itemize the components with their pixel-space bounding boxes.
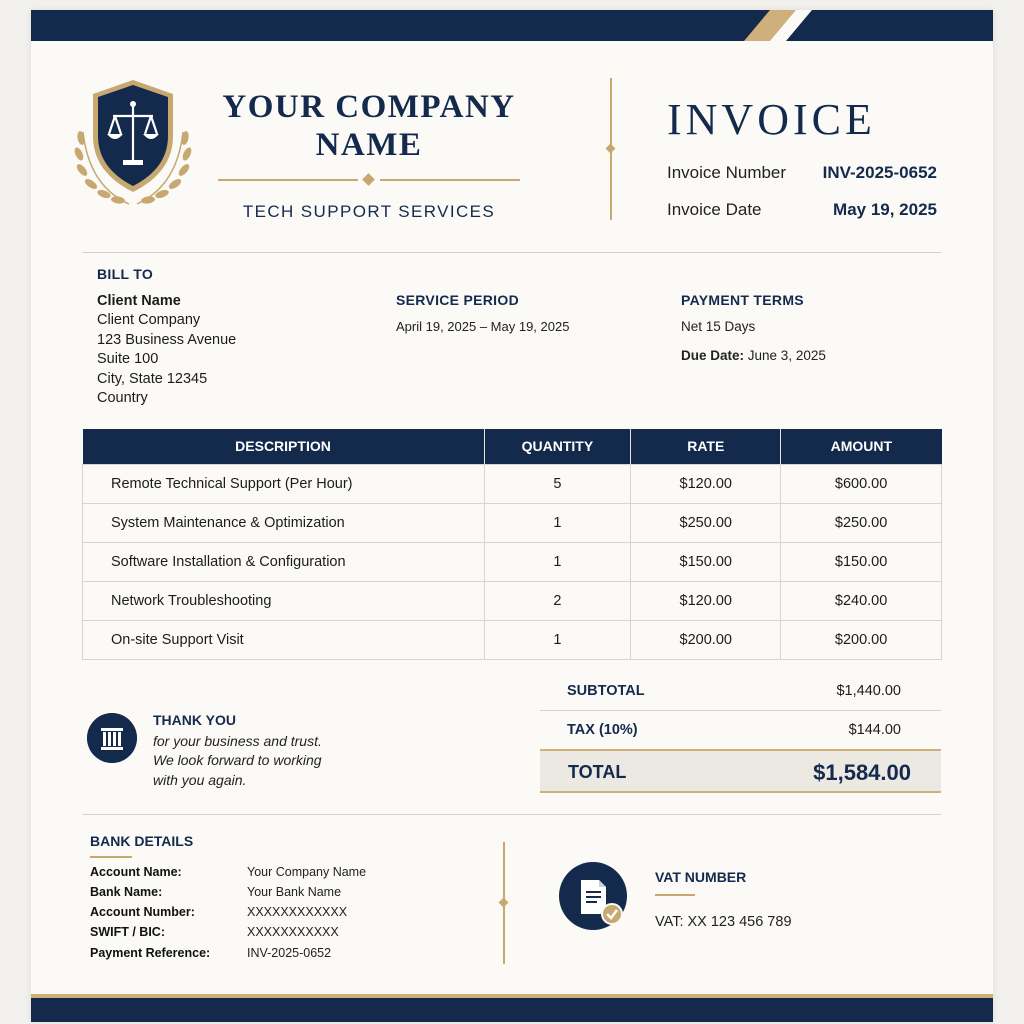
account-number-label: Account Number: — [90, 905, 195, 919]
invoice-number-label: Invoice Number — [667, 163, 787, 182]
total-label: TOTAL — [568, 762, 627, 782]
item-description: System Maintenance & Optimization — [83, 503, 485, 542]
item-quantity: 1 — [484, 542, 631, 581]
bank-details-heading: BANK DETAILS — [90, 833, 194, 849]
invoice-title: INVOICE — [667, 95, 876, 144]
company-divider — [218, 173, 520, 187]
due-date-label: Due Date: — [681, 348, 745, 363]
top-accent-bar — [31, 10, 993, 41]
bank-name-value: Your Bank Name — [247, 885, 342, 899]
footer-divider-diamond — [499, 898, 509, 908]
item-quantity: 2 — [484, 581, 631, 620]
payment-reference-value: INV-2025-0652 — [247, 946, 332, 960]
tax-value: $144.00 — [848, 722, 901, 738]
service-period-heading: SERVICE PERIOD — [396, 292, 519, 308]
bank-heading-underline — [90, 856, 132, 858]
due-date — [681, 348, 826, 363]
payment-terms-heading: PAYMENT TERMS — [681, 292, 804, 308]
vat-heading-underline — [655, 894, 695, 896]
client-company: Client Company — [97, 312, 201, 329]
item-amount: $240.00 — [781, 581, 942, 620]
thank-you-line: We look forward to working — [153, 752, 322, 769]
tax-label: TAX (10%) — [567, 722, 638, 738]
item-description: Software Installation & Configuration — [83, 542, 485, 581]
table-row — [83, 464, 942, 503]
swift-value: XXXXXXXXXXX — [247, 925, 339, 939]
item-amount: $200.00 — [781, 620, 942, 659]
column-header-description: DESCRIPTION — [83, 429, 485, 464]
payment-terms-value: Net 15 Days — [681, 319, 756, 334]
company-name: YOUR COMPANY NAME — [222, 89, 516, 163]
document-check-icon — [559, 862, 629, 932]
scales-of-justice-logo-icon — [71, 76, 195, 208]
client-name: Client Name — [97, 293, 181, 309]
vat-heading: VAT NUMBER — [655, 869, 747, 885]
line-items-table — [82, 429, 942, 660]
item-rate: $200.00 — [631, 620, 781, 659]
table-row — [83, 581, 942, 620]
header-divider-diamond — [606, 144, 616, 154]
invoice-date: May 19, 2025 — [833, 200, 937, 219]
invoice-date-label: Invoice Date — [667, 200, 762, 219]
due-date-value: June 3, 2025 — [747, 348, 826, 363]
service-period-value: April 19, 2025 – May 19, 2025 — [396, 319, 570, 334]
column-header-quantity: QUANTITY — [484, 429, 631, 464]
item-rate: $250.00 — [631, 503, 781, 542]
table-row — [83, 503, 942, 542]
total-box — [540, 749, 941, 793]
payment-reference-label: Payment Reference: — [90, 946, 211, 960]
item-description: On-site Support Visit — [83, 620, 485, 659]
total-value: $1,584.00 — [813, 760, 911, 785]
vat-value: VAT: XX 123 456 789 — [655, 914, 792, 930]
bottom-accent-bar — [31, 998, 993, 1022]
footer-rule — [82, 814, 941, 815]
invoice-page — [31, 10, 993, 1022]
bill-to-address — [97, 292, 236, 408]
item-rate: $150.00 — [631, 542, 781, 581]
column-header-amount: AMOUNT — [781, 429, 942, 464]
bill-to-heading: BILL TO — [97, 266, 154, 282]
pillar-icon — [87, 713, 137, 763]
item-quantity: 1 — [484, 620, 631, 659]
account-name-label: Account Name: — [90, 865, 182, 879]
column-header-rate: RATE — [631, 429, 781, 464]
account-name-value: Your Company Name — [247, 865, 367, 879]
client-street: 123 Business Avenue — [97, 331, 237, 348]
item-amount: $600.00 — [781, 464, 942, 503]
client-city: City, State 12345 — [97, 370, 208, 387]
client-suite: Suite 100 — [97, 351, 159, 368]
item-amount: $250.00 — [781, 503, 942, 542]
item-description: Network Troubleshooting — [83, 581, 485, 620]
subtotal-label: SUBTOTAL — [567, 683, 645, 699]
thank-you-line: for your business and trust. — [153, 733, 322, 749]
invoice-number: INV-2025-0652 — [822, 163, 937, 182]
table-header-row — [83, 429, 942, 464]
item-quantity: 5 — [484, 464, 631, 503]
item-rate: $120.00 — [631, 464, 781, 503]
item-rate: $120.00 — [631, 581, 781, 620]
totals-rule — [540, 710, 941, 711]
header-rule — [82, 252, 941, 253]
item-description: Remote Technical Support (Per Hour) — [83, 464, 485, 503]
table-row — [83, 620, 942, 659]
table-row — [83, 542, 942, 581]
item-quantity: 1 — [484, 503, 631, 542]
company-tagline: TECH SUPPORT SERVICES — [242, 202, 496, 221]
subtotal-value: $1,440.00 — [836, 683, 901, 699]
thank-you-heading: THANK YOU — [153, 712, 236, 728]
swift-label: SWIFT / BIC: — [90, 925, 165, 939]
item-amount: $150.00 — [781, 542, 942, 581]
thank-you-line: with you again. — [153, 771, 247, 788]
account-number-value: XXXXXXXXXXXX — [247, 905, 348, 919]
client-country: Country — [97, 390, 148, 407]
bank-name-label: Bank Name: — [90, 885, 163, 899]
thank-you-message — [153, 732, 353, 790]
